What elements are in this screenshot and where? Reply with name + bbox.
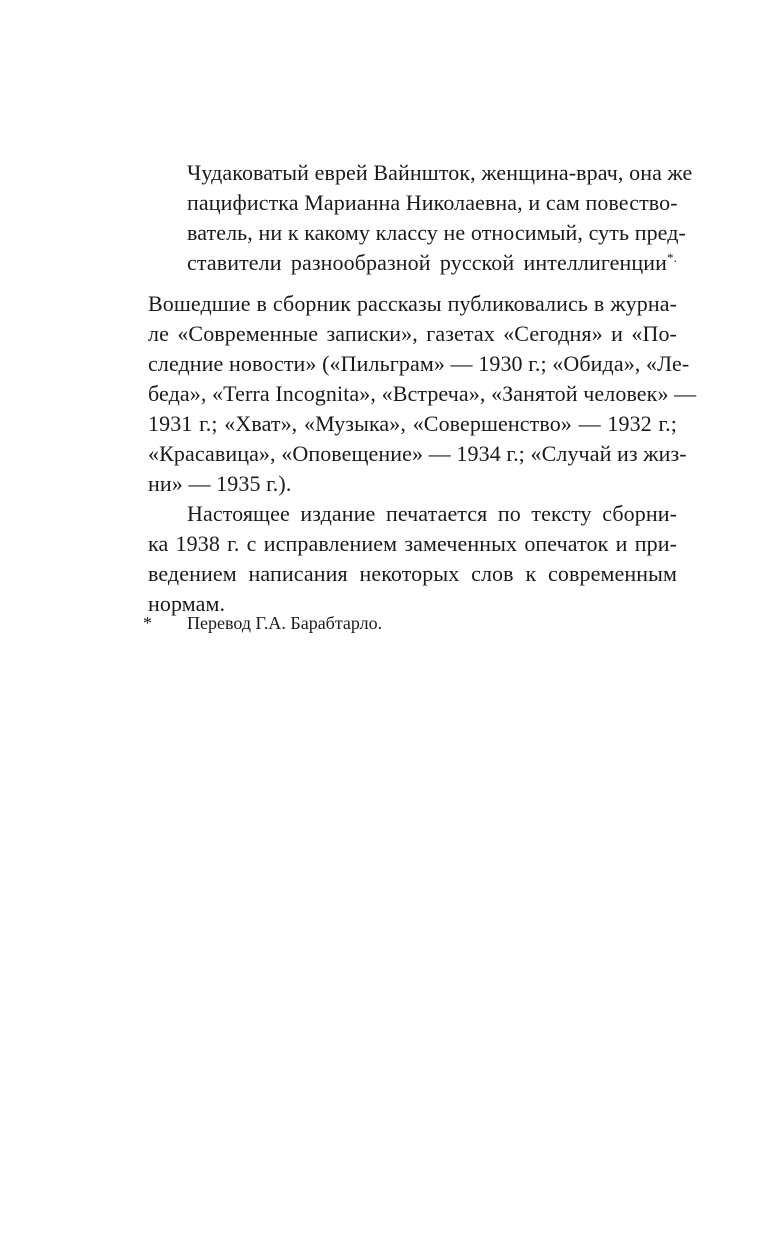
footnote-reference: *.	[667, 250, 677, 265]
quote-line-3: ватель, ни к какому классу не относимый, суть пред-	[187, 220, 686, 245]
paragraph1-line-1: Вошедшие в сборник рассказы публиковались в журна-	[148, 291, 677, 316]
paragraph2-line-2: ка 1938 г. с исправлением замеченных опечаток и при-	[148, 531, 677, 556]
footnote-mark: *	[143, 613, 152, 633]
paragraph1-line-3: следние новости» («Пильграм» — 1930 г.; «Обида», «Ле-	[148, 351, 690, 376]
quote-line-2: пацифистка Марианна Николаевна, и сам повество-	[187, 190, 678, 215]
paragraph1-line-4: беда», «Terra Incognita», «Встреча», «Занятой человек» —	[148, 381, 697, 406]
paragraph1-line-5: 1931 г.; «Хват», «Музыка», «Совершенство» — 1932 г.;	[148, 411, 677, 436]
paragraph1-line-2: ле «Современные записки», газетах «Сегодня» и «По-	[148, 321, 677, 346]
paragraph2-line-1: Настоящее издание печатается по тексту сборни-	[187, 501, 677, 526]
quote-line-4	[187, 252, 677, 274]
paragraph1-line-7: ни» — 1935 г.).	[148, 471, 292, 496]
paragraph2-line-4: нормам.	[148, 591, 226, 616]
quote-line-4-text: ставители разнообразной русской интеллигенции	[187, 250, 668, 275]
footnote-text: Перевод Г.А. Барабтарло.	[187, 613, 383, 633]
paragraph1-line-6: «Красавица», «Оповещение» — 1934 г.; «Случай из жиз-	[148, 441, 687, 466]
paragraph2-line-3: ведением написания некоторых слов к современным	[148, 561, 677, 586]
quote-line-1: Чудаковатый еврей Вайншток, женщина-врач, она же	[187, 160, 693, 185]
